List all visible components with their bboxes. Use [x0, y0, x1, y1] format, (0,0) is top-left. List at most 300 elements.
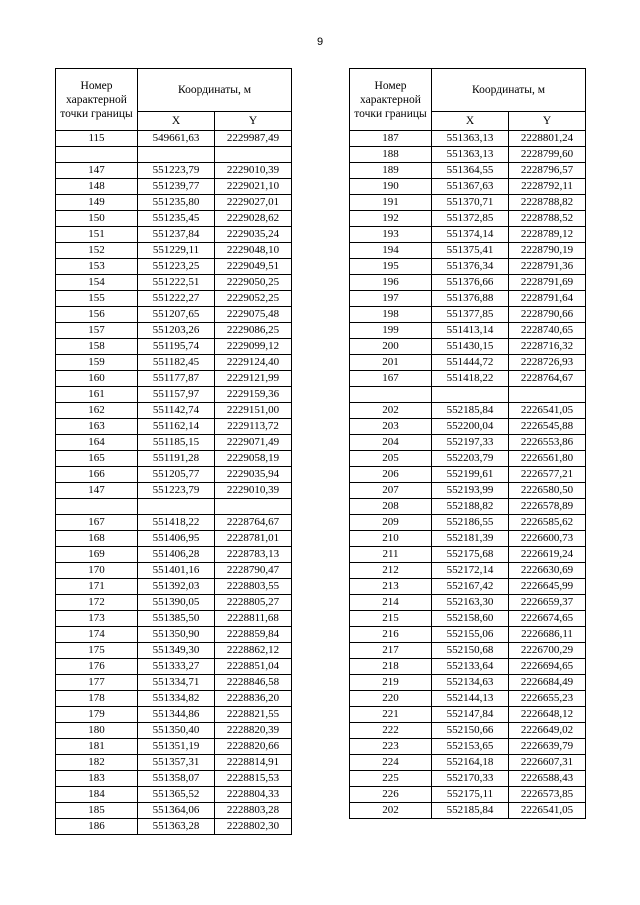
- cell-point-number: 169: [56, 547, 138, 563]
- header-x: X: [432, 112, 509, 131]
- table-row: [56, 659, 292, 675]
- table-row: [56, 451, 292, 467]
- table-row: [350, 563, 586, 579]
- cell-x: 551376,34: [432, 259, 509, 275]
- table-row: [56, 355, 292, 371]
- cell-y: 2228836,20: [215, 691, 292, 707]
- cell-x: 552200,04: [432, 419, 509, 435]
- cell-y: 2226580,50: [509, 483, 586, 499]
- cell-point-number: 170: [56, 563, 138, 579]
- cell-point-number: 167: [56, 515, 138, 531]
- table-row: [56, 579, 292, 595]
- table-row: [350, 643, 586, 659]
- cell-point-number: 201: [350, 355, 432, 371]
- cell-point-number: 172: [56, 595, 138, 611]
- cell-y: 2226649,02: [509, 723, 586, 739]
- cell-point-number: 208: [350, 499, 432, 515]
- cell-point-number: 154: [56, 275, 138, 291]
- cell-point-number: 150: [56, 211, 138, 227]
- cell-x: 552167,42: [432, 579, 509, 595]
- cell-point-number: 207: [350, 483, 432, 499]
- cell-y: 2228804,33: [215, 787, 292, 803]
- table-row: [350, 179, 586, 195]
- cell-x: [138, 147, 215, 163]
- table-row: [350, 723, 586, 739]
- cell-x: 551334,71: [138, 675, 215, 691]
- cell-x: 552188,82: [432, 499, 509, 515]
- cell-y: 2229035,24: [215, 227, 292, 243]
- table-row: [350, 371, 586, 387]
- table-row: [56, 243, 292, 259]
- cell-point-number: 182: [56, 755, 138, 771]
- table-row: [56, 387, 292, 403]
- table-row: [56, 531, 292, 547]
- cell-y: 2228740,65: [509, 323, 586, 339]
- cell-point-number: 192: [350, 211, 432, 227]
- cell-point-number: 163: [56, 419, 138, 435]
- cell-y: 2228803,55: [215, 579, 292, 595]
- table-row: [350, 803, 586, 819]
- table-row: [350, 627, 586, 643]
- cell-x: 551191,28: [138, 451, 215, 467]
- cell-y: 2226578,89: [509, 499, 586, 515]
- cell-x: 552175,11: [432, 787, 509, 803]
- cell-point-number: 160: [56, 371, 138, 387]
- cell-y: 2228802,30: [215, 819, 292, 835]
- cell-y: 2228790,47: [215, 563, 292, 579]
- cell-point-number: 197: [350, 291, 432, 307]
- cell-x: 552199,61: [432, 467, 509, 483]
- cell-point-number: 161: [56, 387, 138, 403]
- cell-x: 551344,86: [138, 707, 215, 723]
- cell-y: 2229035,94: [215, 467, 292, 483]
- cell-x: 552150,68: [432, 643, 509, 659]
- cell-y: 2228803,28: [215, 803, 292, 819]
- table-row: [56, 515, 292, 531]
- header-point-number: Номер характерной точки границы: [56, 69, 138, 131]
- cell-x: 551203,26: [138, 323, 215, 339]
- cell-point-number: 149: [56, 195, 138, 211]
- table-row: [56, 723, 292, 739]
- cell-point-number: 226: [350, 787, 432, 803]
- cell-y: 2229086,25: [215, 323, 292, 339]
- cell-y: 2229010,39: [215, 163, 292, 179]
- cell-y: 2228781,01: [215, 531, 292, 547]
- cell-point-number: 215: [350, 611, 432, 627]
- cell-x: 551205,77: [138, 467, 215, 483]
- table-row: [56, 627, 292, 643]
- cell-x: 551207,65: [138, 307, 215, 323]
- cell-y: 2229027,01: [215, 195, 292, 211]
- cell-y: 2229048,10: [215, 243, 292, 259]
- cell-x: 552185,84: [432, 403, 509, 419]
- cell-y: 2228788,52: [509, 211, 586, 227]
- cell-point-number: 202: [350, 803, 432, 819]
- cell-y: 2226541,05: [509, 803, 586, 819]
- cell-point-number: 211: [350, 547, 432, 563]
- table-row: [350, 131, 586, 147]
- cell-x: 551239,77: [138, 179, 215, 195]
- table-row: [350, 691, 586, 707]
- coordinates-table-right: [349, 68, 586, 819]
- cell-y: 2229121,99: [215, 371, 292, 387]
- cell-x: 551363,13: [432, 131, 509, 147]
- cell-point-number: 148: [56, 179, 138, 195]
- cell-y: 2226686,11: [509, 627, 586, 643]
- cell-x: 551142,74: [138, 403, 215, 419]
- cell-x: 551430,15: [432, 339, 509, 355]
- table-row: [350, 403, 586, 419]
- cell-x: 551367,63: [432, 179, 509, 195]
- cell-point-number: 220: [350, 691, 432, 707]
- header-coordinates: Координаты, м: [432, 69, 586, 112]
- cell-point-number: 147: [56, 163, 138, 179]
- cell-y: 2228764,67: [509, 371, 586, 387]
- cell-y: 2229071,49: [215, 435, 292, 451]
- cell-point-number: 200: [350, 339, 432, 355]
- cell-y: 2226648,12: [509, 707, 586, 723]
- cell-x: 551162,14: [138, 419, 215, 435]
- cell-point-number: 213: [350, 579, 432, 595]
- cell-y: 2226561,80: [509, 451, 586, 467]
- table-row: [350, 483, 586, 499]
- cell-point-number: [350, 387, 432, 403]
- cell-y: 2226577,21: [509, 467, 586, 483]
- table-row: [350, 787, 586, 803]
- table-row: [350, 771, 586, 787]
- cell-y: 2229124,40: [215, 355, 292, 371]
- cell-y: 2229159,36: [215, 387, 292, 403]
- table-row: [350, 163, 586, 179]
- table-row: [350, 147, 586, 163]
- header-y: Y: [509, 112, 586, 131]
- cell-x: 552172,14: [432, 563, 509, 579]
- table-row: [56, 291, 292, 307]
- table-row: [56, 707, 292, 723]
- cell-x: 551235,80: [138, 195, 215, 211]
- table-row: [56, 435, 292, 451]
- table-row: [350, 419, 586, 435]
- cell-y: 2226585,62: [509, 515, 586, 531]
- cell-y: 2228815,53: [215, 771, 292, 787]
- table-row: [350, 387, 586, 403]
- cell-x: 551349,30: [138, 643, 215, 659]
- table-row: [350, 675, 586, 691]
- cell-y: 2226655,23: [509, 691, 586, 707]
- cell-x: 551222,27: [138, 291, 215, 307]
- table-row: [350, 739, 586, 755]
- cell-x: 551185,15: [138, 435, 215, 451]
- cell-x: 551177,87: [138, 371, 215, 387]
- cell-y: 2226645,99: [509, 579, 586, 595]
- cell-point-number: [56, 147, 138, 163]
- coordinates-table-left: [55, 68, 292, 835]
- cell-point-number: 195: [350, 259, 432, 275]
- cell-y: 2228789,12: [509, 227, 586, 243]
- table-row: [350, 275, 586, 291]
- table-row: [56, 563, 292, 579]
- cell-point-number: 219: [350, 675, 432, 691]
- cell-y: 2228811,68: [215, 611, 292, 627]
- table-row: [56, 611, 292, 627]
- header-coordinates: Координаты, м: [138, 69, 292, 112]
- cell-x: 551357,31: [138, 755, 215, 771]
- table-row: [56, 787, 292, 803]
- cell-x: 551182,45: [138, 355, 215, 371]
- table-row: [56, 675, 292, 691]
- cell-y: 2228790,19: [509, 243, 586, 259]
- cell-x: 551358,07: [138, 771, 215, 787]
- cell-point-number: 223: [350, 739, 432, 755]
- cell-point-number: 168: [56, 531, 138, 547]
- cell-point-number: 155: [56, 291, 138, 307]
- cell-x: 552163,30: [432, 595, 509, 611]
- table-row: [350, 611, 586, 627]
- cell-x: 552170,33: [432, 771, 509, 787]
- cell-x: 552150,66: [432, 723, 509, 739]
- table-row: [56, 691, 292, 707]
- cell-point-number: 203: [350, 419, 432, 435]
- cell-y: 2228799,60: [509, 147, 586, 163]
- cell-point-number: [56, 499, 138, 515]
- cell-x: 551372,85: [432, 211, 509, 227]
- cell-x: 551376,66: [432, 275, 509, 291]
- cell-y: 2228796,57: [509, 163, 586, 179]
- cell-x: 551157,97: [138, 387, 215, 403]
- cell-x: 551363,28: [138, 819, 215, 835]
- cell-point-number: 222: [350, 723, 432, 739]
- cell-point-number: 209: [350, 515, 432, 531]
- cell-x: 552197,33: [432, 435, 509, 451]
- cell-y: 2228859,84: [215, 627, 292, 643]
- cell-x: 552193,99: [432, 483, 509, 499]
- cell-point-number: 190: [350, 179, 432, 195]
- table-row: [350, 659, 586, 675]
- cell-point-number: 178: [56, 691, 138, 707]
- table-row: [56, 179, 292, 195]
- cell-x: 551377,85: [432, 307, 509, 323]
- table-row: [56, 227, 292, 243]
- cell-x: 551223,25: [138, 259, 215, 275]
- cell-y: 2226684,49: [509, 675, 586, 691]
- cell-x: 551364,06: [138, 803, 215, 819]
- cell-point-number: 212: [350, 563, 432, 579]
- cell-point-number: 175: [56, 643, 138, 659]
- cell-x: 551401,16: [138, 563, 215, 579]
- cell-y: 2228862,12: [215, 643, 292, 659]
- table-row: [56, 211, 292, 227]
- cell-y: 2229028,62: [215, 211, 292, 227]
- cell-x: 551235,45: [138, 211, 215, 227]
- table-row: [56, 643, 292, 659]
- cell-x: 552133,64: [432, 659, 509, 675]
- cell-point-number: 191: [350, 195, 432, 211]
- cell-y: 2228801,24: [509, 131, 586, 147]
- cell-y: 2226619,24: [509, 547, 586, 563]
- cell-y: 2228716,32: [509, 339, 586, 355]
- cell-point-number: 184: [56, 787, 138, 803]
- cell-point-number: 199: [350, 323, 432, 339]
- table-row: [56, 307, 292, 323]
- cell-y: 2226607,31: [509, 755, 586, 771]
- cell-x: 551444,72: [432, 355, 509, 371]
- table-row: [350, 579, 586, 595]
- cell-x: 551418,22: [432, 371, 509, 387]
- table-row: [350, 595, 586, 611]
- cell-y: 2229987,49: [215, 131, 292, 147]
- table-row: [350, 707, 586, 723]
- table-row: [56, 147, 292, 163]
- cell-x: 551195,74: [138, 339, 215, 355]
- page-number: 9: [316, 36, 324, 48]
- cell-y: 2226639,79: [509, 739, 586, 755]
- cell-y: 2226694,65: [509, 659, 586, 675]
- table-row: [56, 259, 292, 275]
- table-row: [56, 803, 292, 819]
- cell-point-number: 187: [350, 131, 432, 147]
- cell-point-number: 115: [56, 131, 138, 147]
- cell-point-number: 167: [350, 371, 432, 387]
- cell-x: 551223,79: [138, 483, 215, 499]
- cell-x: 551418,22: [138, 515, 215, 531]
- cell-x: 551350,40: [138, 723, 215, 739]
- table-row: [350, 355, 586, 371]
- cell-point-number: 156: [56, 307, 138, 323]
- cell-point-number: 173: [56, 611, 138, 627]
- table-row: [350, 227, 586, 243]
- cell-y: 2228791,64: [509, 291, 586, 307]
- cell-y: 2228821,55: [215, 707, 292, 723]
- cell-point-number: 159: [56, 355, 138, 371]
- cell-y: 2226545,88: [509, 419, 586, 435]
- cell-x: 551350,90: [138, 627, 215, 643]
- cell-point-number: 189: [350, 163, 432, 179]
- cell-point-number: 202: [350, 403, 432, 419]
- table-row: [56, 403, 292, 419]
- cell-point-number: 217: [350, 643, 432, 659]
- cell-y: 2228846,58: [215, 675, 292, 691]
- cell-point-number: 218: [350, 659, 432, 675]
- cell-y: 2226541,05: [509, 403, 586, 419]
- cell-x: 551364,55: [432, 163, 509, 179]
- cell-x: 552153,65: [432, 739, 509, 755]
- cell-y: 2228726,93: [509, 355, 586, 371]
- table-row: [350, 451, 586, 467]
- cell-x: 552175,68: [432, 547, 509, 563]
- cell-point-number: 188: [350, 147, 432, 163]
- cell-point-number: 180: [56, 723, 138, 739]
- cell-x: 549661,63: [138, 131, 215, 147]
- table-row: [350, 323, 586, 339]
- cell-x: 552147,84: [432, 707, 509, 723]
- cell-y: 2229021,10: [215, 179, 292, 195]
- table-body-left: [56, 131, 292, 835]
- cell-x: 551333,27: [138, 659, 215, 675]
- cell-y: 2229075,48: [215, 307, 292, 323]
- cell-x: 552158,60: [432, 611, 509, 627]
- cell-y: 2226659,37: [509, 595, 586, 611]
- table-row: [350, 467, 586, 483]
- cell-y: 2229151,00: [215, 403, 292, 419]
- table-row: [56, 739, 292, 755]
- cell-point-number: 196: [350, 275, 432, 291]
- table-row: [56, 483, 292, 499]
- table-body-right: [350, 131, 586, 819]
- cell-point-number: 183: [56, 771, 138, 787]
- table-row: [56, 323, 292, 339]
- cell-x: 551334,82: [138, 691, 215, 707]
- table-row: [350, 515, 586, 531]
- cell-y: 2229099,12: [215, 339, 292, 355]
- cell-point-number: 174: [56, 627, 138, 643]
- cell-y: 2229050,25: [215, 275, 292, 291]
- table-row: [350, 291, 586, 307]
- cell-y: [215, 499, 292, 515]
- cell-x: 551363,13: [432, 147, 509, 163]
- table-row: [56, 163, 292, 179]
- cell-x: 551413,14: [432, 323, 509, 339]
- cell-point-number: 152: [56, 243, 138, 259]
- cell-point-number: 164: [56, 435, 138, 451]
- table-row: [350, 435, 586, 451]
- cell-point-number: 194: [350, 243, 432, 259]
- cell-x: 551385,50: [138, 611, 215, 627]
- cell-x: 551229,11: [138, 243, 215, 259]
- header-point-number: Номер характерной точки границы: [350, 69, 432, 131]
- cell-point-number: 162: [56, 403, 138, 419]
- cell-y: 2226674,65: [509, 611, 586, 627]
- cell-x: 551376,88: [432, 291, 509, 307]
- cell-x: 552203,79: [432, 451, 509, 467]
- cell-y: 2229010,39: [215, 483, 292, 499]
- cell-point-number: 165: [56, 451, 138, 467]
- table-row: [350, 531, 586, 547]
- cell-point-number: 153: [56, 259, 138, 275]
- table-row: [56, 339, 292, 355]
- cell-x: 551406,95: [138, 531, 215, 547]
- cell-point-number: 176: [56, 659, 138, 675]
- table-row: [56, 275, 292, 291]
- cell-x: 552155,06: [432, 627, 509, 643]
- cell-y: 2228790,66: [509, 307, 586, 323]
- cell-x: 552186,55: [432, 515, 509, 531]
- cell-x: 552164,18: [432, 755, 509, 771]
- cell-y: 2228814,91: [215, 755, 292, 771]
- cell-y: 2229113,72: [215, 419, 292, 435]
- cell-y: 2228820,66: [215, 739, 292, 755]
- cell-y: 2226553,86: [509, 435, 586, 451]
- cell-point-number: 185: [56, 803, 138, 819]
- table-row: [56, 755, 292, 771]
- cell-point-number: 214: [350, 595, 432, 611]
- cell-point-number: 179: [56, 707, 138, 723]
- cell-point-number: 186: [56, 819, 138, 835]
- cell-y: 2229049,51: [215, 259, 292, 275]
- cell-y: 2228851,04: [215, 659, 292, 675]
- cell-y: 2228783,13: [215, 547, 292, 563]
- cell-x: 551374,14: [432, 227, 509, 243]
- cell-y: 2229058,19: [215, 451, 292, 467]
- table-row: [56, 131, 292, 147]
- cell-point-number: 204: [350, 435, 432, 451]
- cell-point-number: 210: [350, 531, 432, 547]
- cell-y: 2228792,11: [509, 179, 586, 195]
- table-row: [56, 499, 292, 515]
- cell-point-number: 158: [56, 339, 138, 355]
- cell-x: 551222,51: [138, 275, 215, 291]
- cell-y: 2228788,82: [509, 195, 586, 211]
- table-row: [350, 243, 586, 259]
